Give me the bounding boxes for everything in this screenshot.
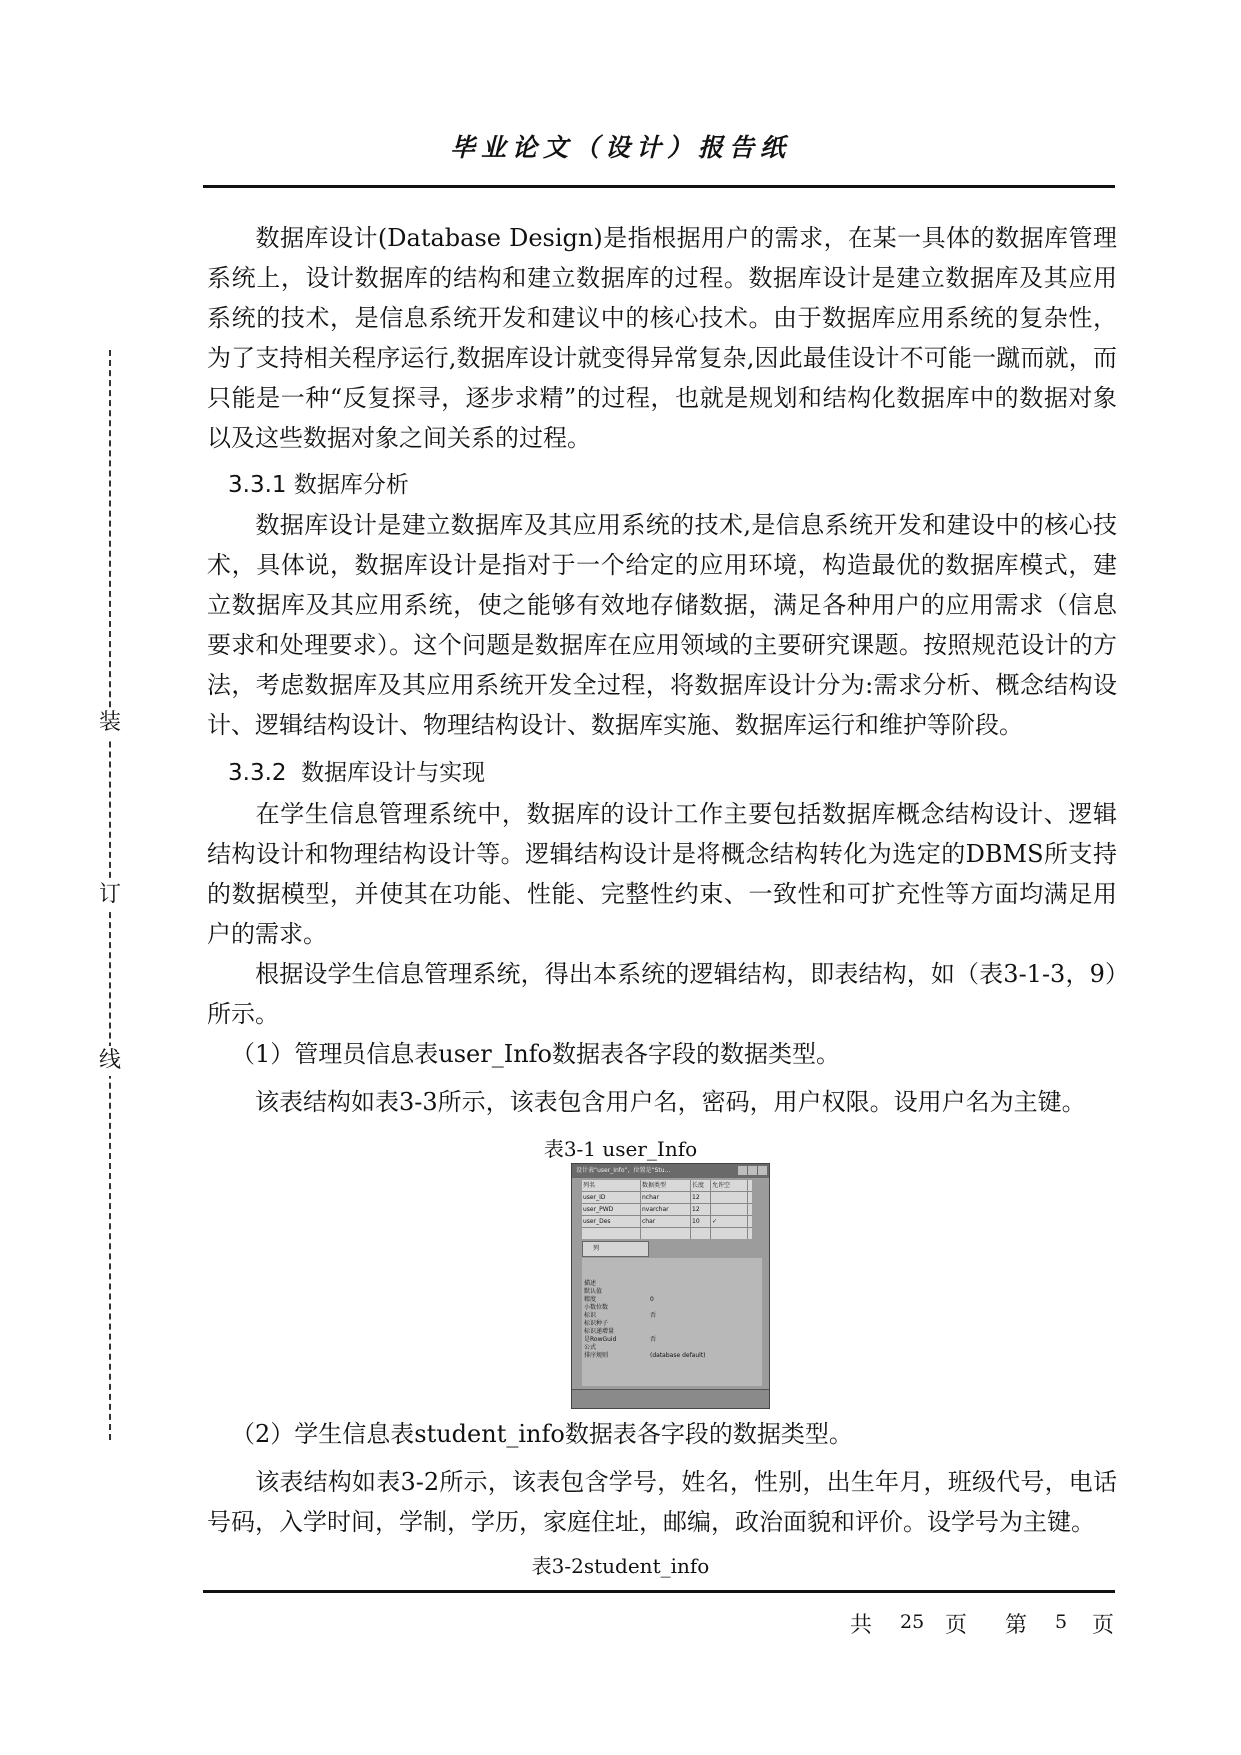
- table-row: [582, 1228, 752, 1239]
- screenshot-grid-header: 列名 数据类型 长度 允许空: [582, 1180, 752, 1192]
- close-icon: [758, 1166, 767, 1175]
- screenshot-properties-panel: 描述 默认值 精度 0 小数位数 标识 否 标识种子 标识递增量 是RowGuid 否 公式 排序规则 (database default): [582, 1258, 762, 1386]
- table-design-screenshot: [571, 1163, 770, 1409]
- paragraph-intro: 数据库设计(Database Design)是指根据用户的需求，在某一具体的数据库管理系统上，设计数据库的结构和建立数据库的过程。数据库设计是建立数据库及其应用系统的技术，是信息系统开发和建议中的核心技术。由于数据库应用系统的复杂性，为了支持相关程序运行,数据库设计就变得异常复杂,因此最佳设计不可能一蹴而就，而只能是一种“反复探寻，逐步求精”的过程，也就是规划和结构化数据库中的数据对象以及这些数据对象之间关系的过程。: [207, 224, 1117, 452]
- heading-3-3-1: 3.3.1 数据库分析: [228, 472, 409, 498]
- table-caption-3-1: 表3-1 user_Info: [543, 1137, 698, 1161]
- footer-current-page: 5: [1055, 1611, 1068, 1633]
- heading-3-3-2: 3.3.2 数据库设计与实现: [228, 760, 486, 786]
- footer-total-label: 共: [850, 1613, 873, 1638]
- paragraph-design: 在学生信息管理系统中，数据库的设计工作主要包括数据库概念结构设计、逻辑结构设计和物理结构设计等。逻辑结构设计是将概念结构转化为选定的DBMS所支持的数据模型，并使其在功能、性能、完整性约束、一致性和可扩充性等方面均满足用户的需求。: [207, 800, 1117, 948]
- paragraph-student-info: （2）学生信息表student_info数据表各字段的数据类型。: [231, 1420, 853, 1448]
- screenshot-statusbar: [572, 1389, 769, 1408]
- paragraph-logic: 根据设学生信息管理系统，得出本系统的逻辑结构，即表结构，如（表3-1-3，9）所示。: [207, 960, 1117, 1028]
- paragraph-student-info-desc: 该表结构如表3-2所示，该表包含学号，姓名，性别，出生年月，班级代号，电话号码，入学时间，学制，学历，家庭住址，邮编，政治面貌和评价。设学号为主键。: [207, 1468, 1117, 1536]
- binding-char-zhuang: 装: [98, 708, 122, 738]
- maximize-icon: [748, 1166, 757, 1175]
- screenshot-tab-columns: 列: [582, 1241, 649, 1257]
- table-row: user_ID nchar 12: [582, 1192, 752, 1204]
- footer-current-unit: 页: [1092, 1613, 1115, 1638]
- footer-total-unit: 页: [945, 1613, 968, 1638]
- footer-total-pages: 25: [900, 1611, 925, 1633]
- table-caption-3-2: 表3-2student_info: [531, 1554, 710, 1578]
- minimize-icon: [738, 1166, 747, 1175]
- screenshot-titlebar: 设计表“user_Info”，位置是“Stu...: [572, 1164, 769, 1178]
- paragraph-user-info: （1）管理员信息表user_Info数据表各字段的数据类型。: [231, 1040, 840, 1068]
- footer-rule: [203, 1590, 1115, 1593]
- header-rule: [203, 185, 1115, 188]
- table-row: user_PWD nvarchar 12: [582, 1204, 752, 1216]
- table-row: user_Des char 10 ✓: [582, 1216, 752, 1228]
- paragraph-user-info-desc: 该表结构如表3-3所示，该表包含用户名，密码，用户权限。设用户名为主键。: [255, 1088, 1086, 1116]
- page-header-title: 毕业论文（设计）报告纸: [449, 133, 791, 162]
- screenshot-column-grid: [582, 1180, 752, 1239]
- binding-char-xian: 线: [98, 1046, 122, 1076]
- paragraph-analysis: 数据库设计是建立数据库及其应用系统的技术,是信息系统开发和建设中的核心技术，具体说，数据库设计是指对于一个给定的应用环境，构造最优的数据库模式，建立数据库及其应用系统，使之能够有效地存储数据，满足各种用户的应用需求（信息要求和处理要求）。这个问题是数据库在应用领域的主要研究课题。按照规范设计的方法，考虑数据库及其应用系统开发全过程，将数据库设计分为:需求分析、概念结构设计、逻辑结构设计、物理结构设计、数据库实施、数据库运行和维护等阶段。: [207, 511, 1117, 739]
- binding-char-ding: 订: [98, 880, 122, 910]
- footer-current-label: 第: [1005, 1613, 1028, 1638]
